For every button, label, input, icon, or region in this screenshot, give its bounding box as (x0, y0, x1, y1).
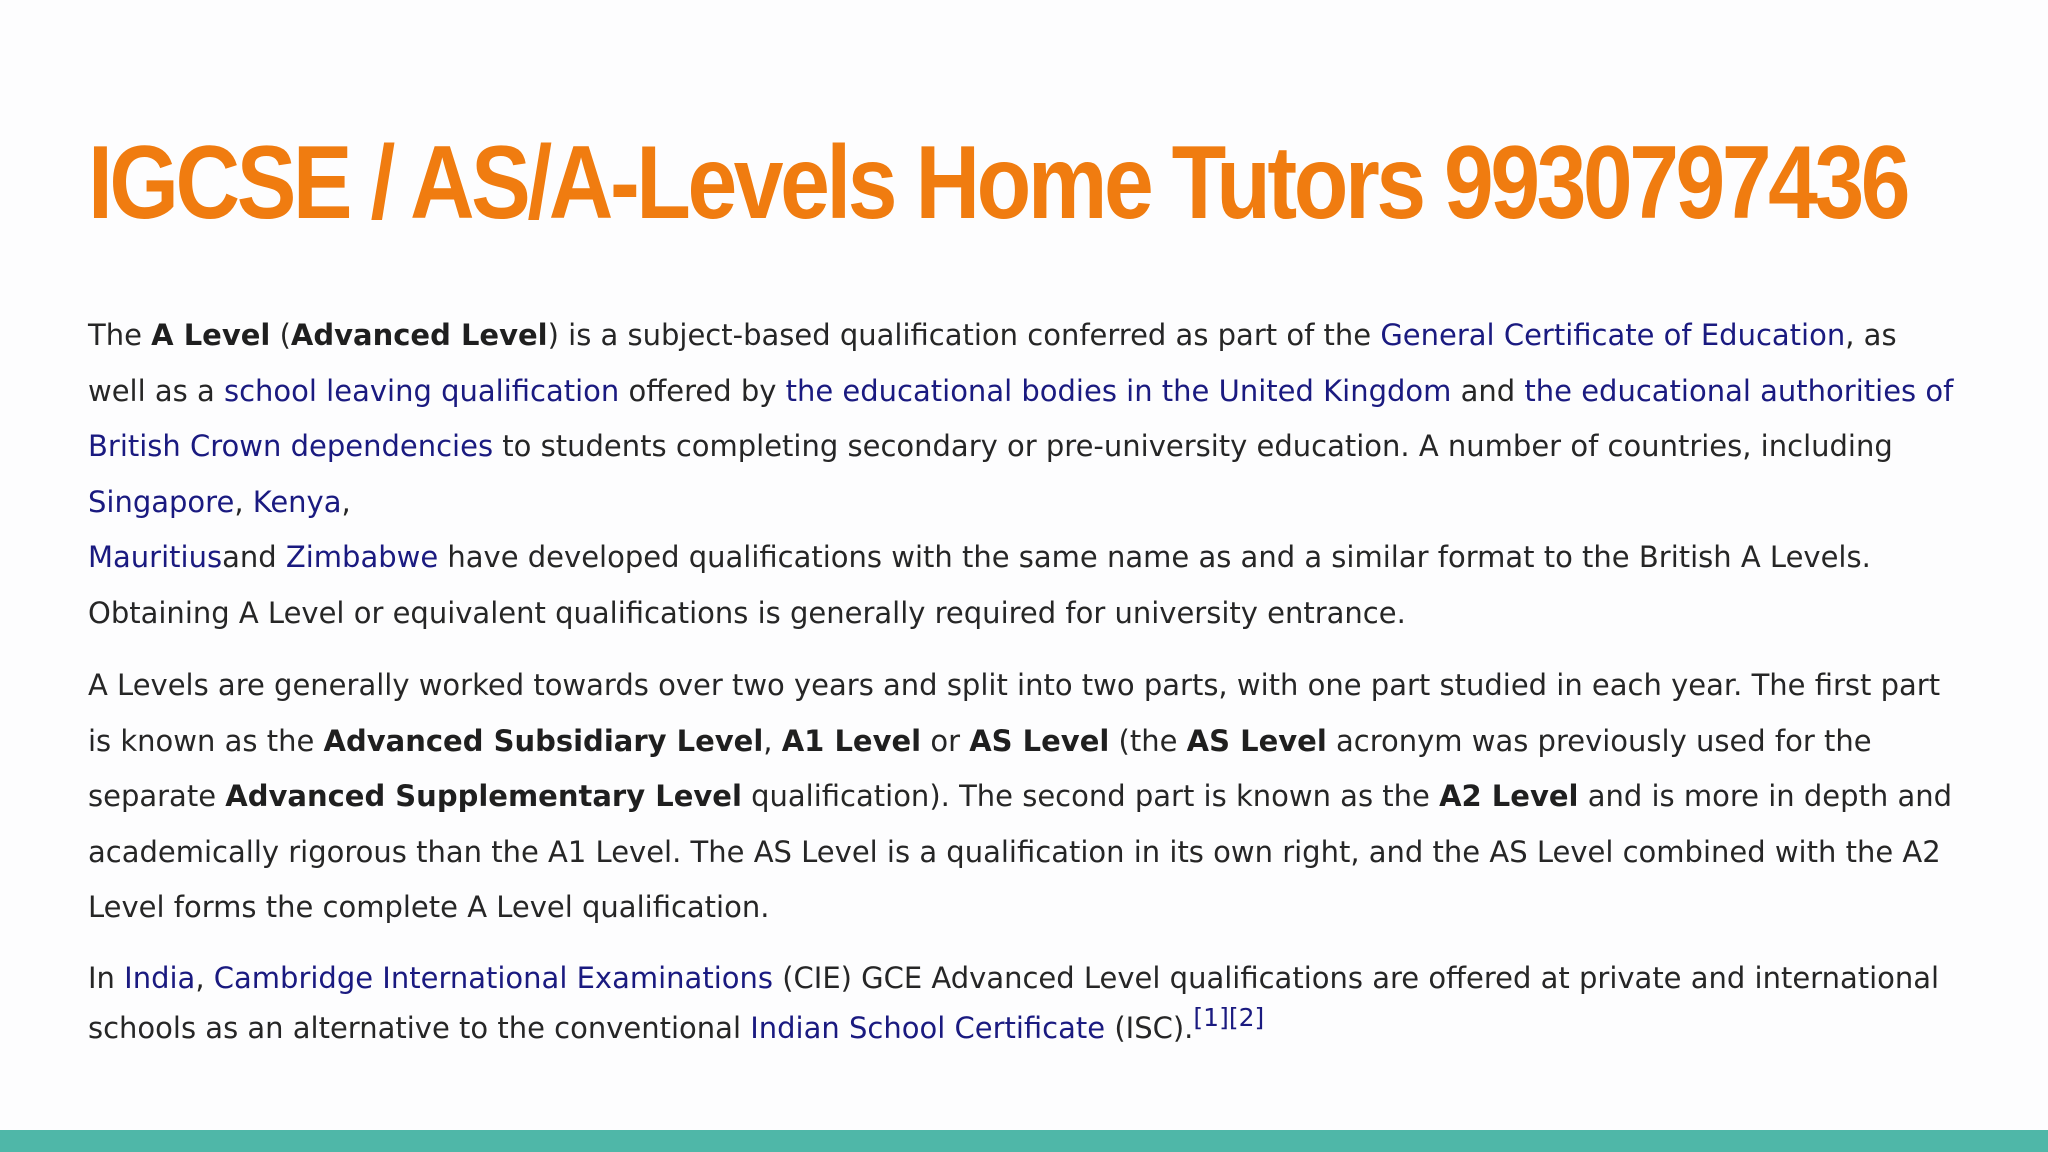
paragraph-india-cie (88, 953, 1963, 1053)
link-zimbabwe[interactable]: Zimbabwe (285, 540, 439, 574)
text: to students completing secondary or pre-university education. A number of countries, including (493, 429, 1893, 463)
text: acronym was previously used for the separate (88, 723, 1872, 813)
text: , (341, 484, 351, 519)
bold-term-as-level: AS Level (969, 723, 1110, 758)
bold-term-a1-level: A1 Level (781, 723, 922, 758)
bold-term-advanced-level: Advanced Level (290, 318, 548, 352)
footer-accent-bar (0, 1130, 2048, 1152)
text: , as well as a (88, 318, 1897, 408)
text: qualification). The second part is known as the (741, 779, 1440, 813)
link-singapore[interactable]: Singapore (88, 484, 235, 519)
link-school-leaving-qualification[interactable]: school leaving qualification (223, 373, 620, 408)
bold-term-advanced-supplementary-level: Advanced Supplementary Level (225, 779, 742, 813)
slide-body (88, 308, 1963, 1053)
text: offered by (619, 373, 786, 408)
text: A Levels are generally worked towards over two years and split into two parts, with one part studied in each year. The first part is known as the (88, 668, 1941, 758)
text: (CIE) GCE Advanced Level qualifications are offered at private and international schools as an alternative to the conventional (88, 960, 1940, 1045)
text: , (195, 960, 214, 995)
bold-term-as-level: AS Level (1186, 723, 1327, 758)
link-kenya[interactable]: Kenya (252, 484, 342, 519)
citations (1193, 1003, 1264, 1032)
bold-term-advanced-subsidiary-level: Advanced Subsidiary Level (323, 723, 764, 758)
paragraph-a-level-intro (88, 308, 1963, 641)
text: have developed qualifications with the same name as and a similar format to the British A Levels. Obtaining A Level or equivalent qualifications is generally required for university entrance. (88, 540, 1871, 630)
link-cambridge-international-examinations[interactable]: Cambridge International Examinations (213, 960, 773, 995)
text: and is more in depth and academically rigorous than the A1 Level. The AS Level is a qualification in its own right, and the AS Level combined with the A2 Level forms the complete A Level qualification. (88, 779, 1953, 924)
bold-term-a2-level: A2 Level (1439, 779, 1579, 813)
text: ( (270, 318, 291, 352)
citation-link-2[interactable]: [2] (1228, 1002, 1265, 1032)
text: In (88, 960, 125, 995)
text: , (763, 723, 782, 758)
paragraph-a-level-structure (88, 658, 1963, 936)
link-india[interactable]: India (124, 960, 196, 995)
text: or (921, 723, 970, 758)
link-indian-school-certificate[interactable]: Indian School Certificate (750, 1010, 1106, 1045)
slide-title: IGCSE / AS/A-Levels Home Tutors 9930797436 (88, 125, 1908, 241)
citation-link-1[interactable]: [1] (1193, 1002, 1229, 1032)
bold-term-a-level: A Level (151, 318, 271, 352)
text: and (1451, 373, 1525, 408)
text: ) is a subject-based qualification conferred as part of the (547, 318, 1381, 352)
link-mauritius[interactable]: Mauritius (88, 540, 223, 574)
text: and (222, 540, 286, 574)
text: (the (1109, 723, 1187, 758)
link-educational-bodies-uk[interactable]: the educational bodies in the United Kingdom (785, 373, 1452, 408)
link-british-crown-dependencies[interactable]: the educational authorities of British Crown dependencies (88, 373, 1954, 463)
text: (ISC). (1105, 1010, 1194, 1045)
link-general-certificate-of-education[interactable]: General Certificate of Education (1380, 318, 1846, 352)
text: , (234, 484, 253, 519)
text: The (88, 318, 152, 352)
